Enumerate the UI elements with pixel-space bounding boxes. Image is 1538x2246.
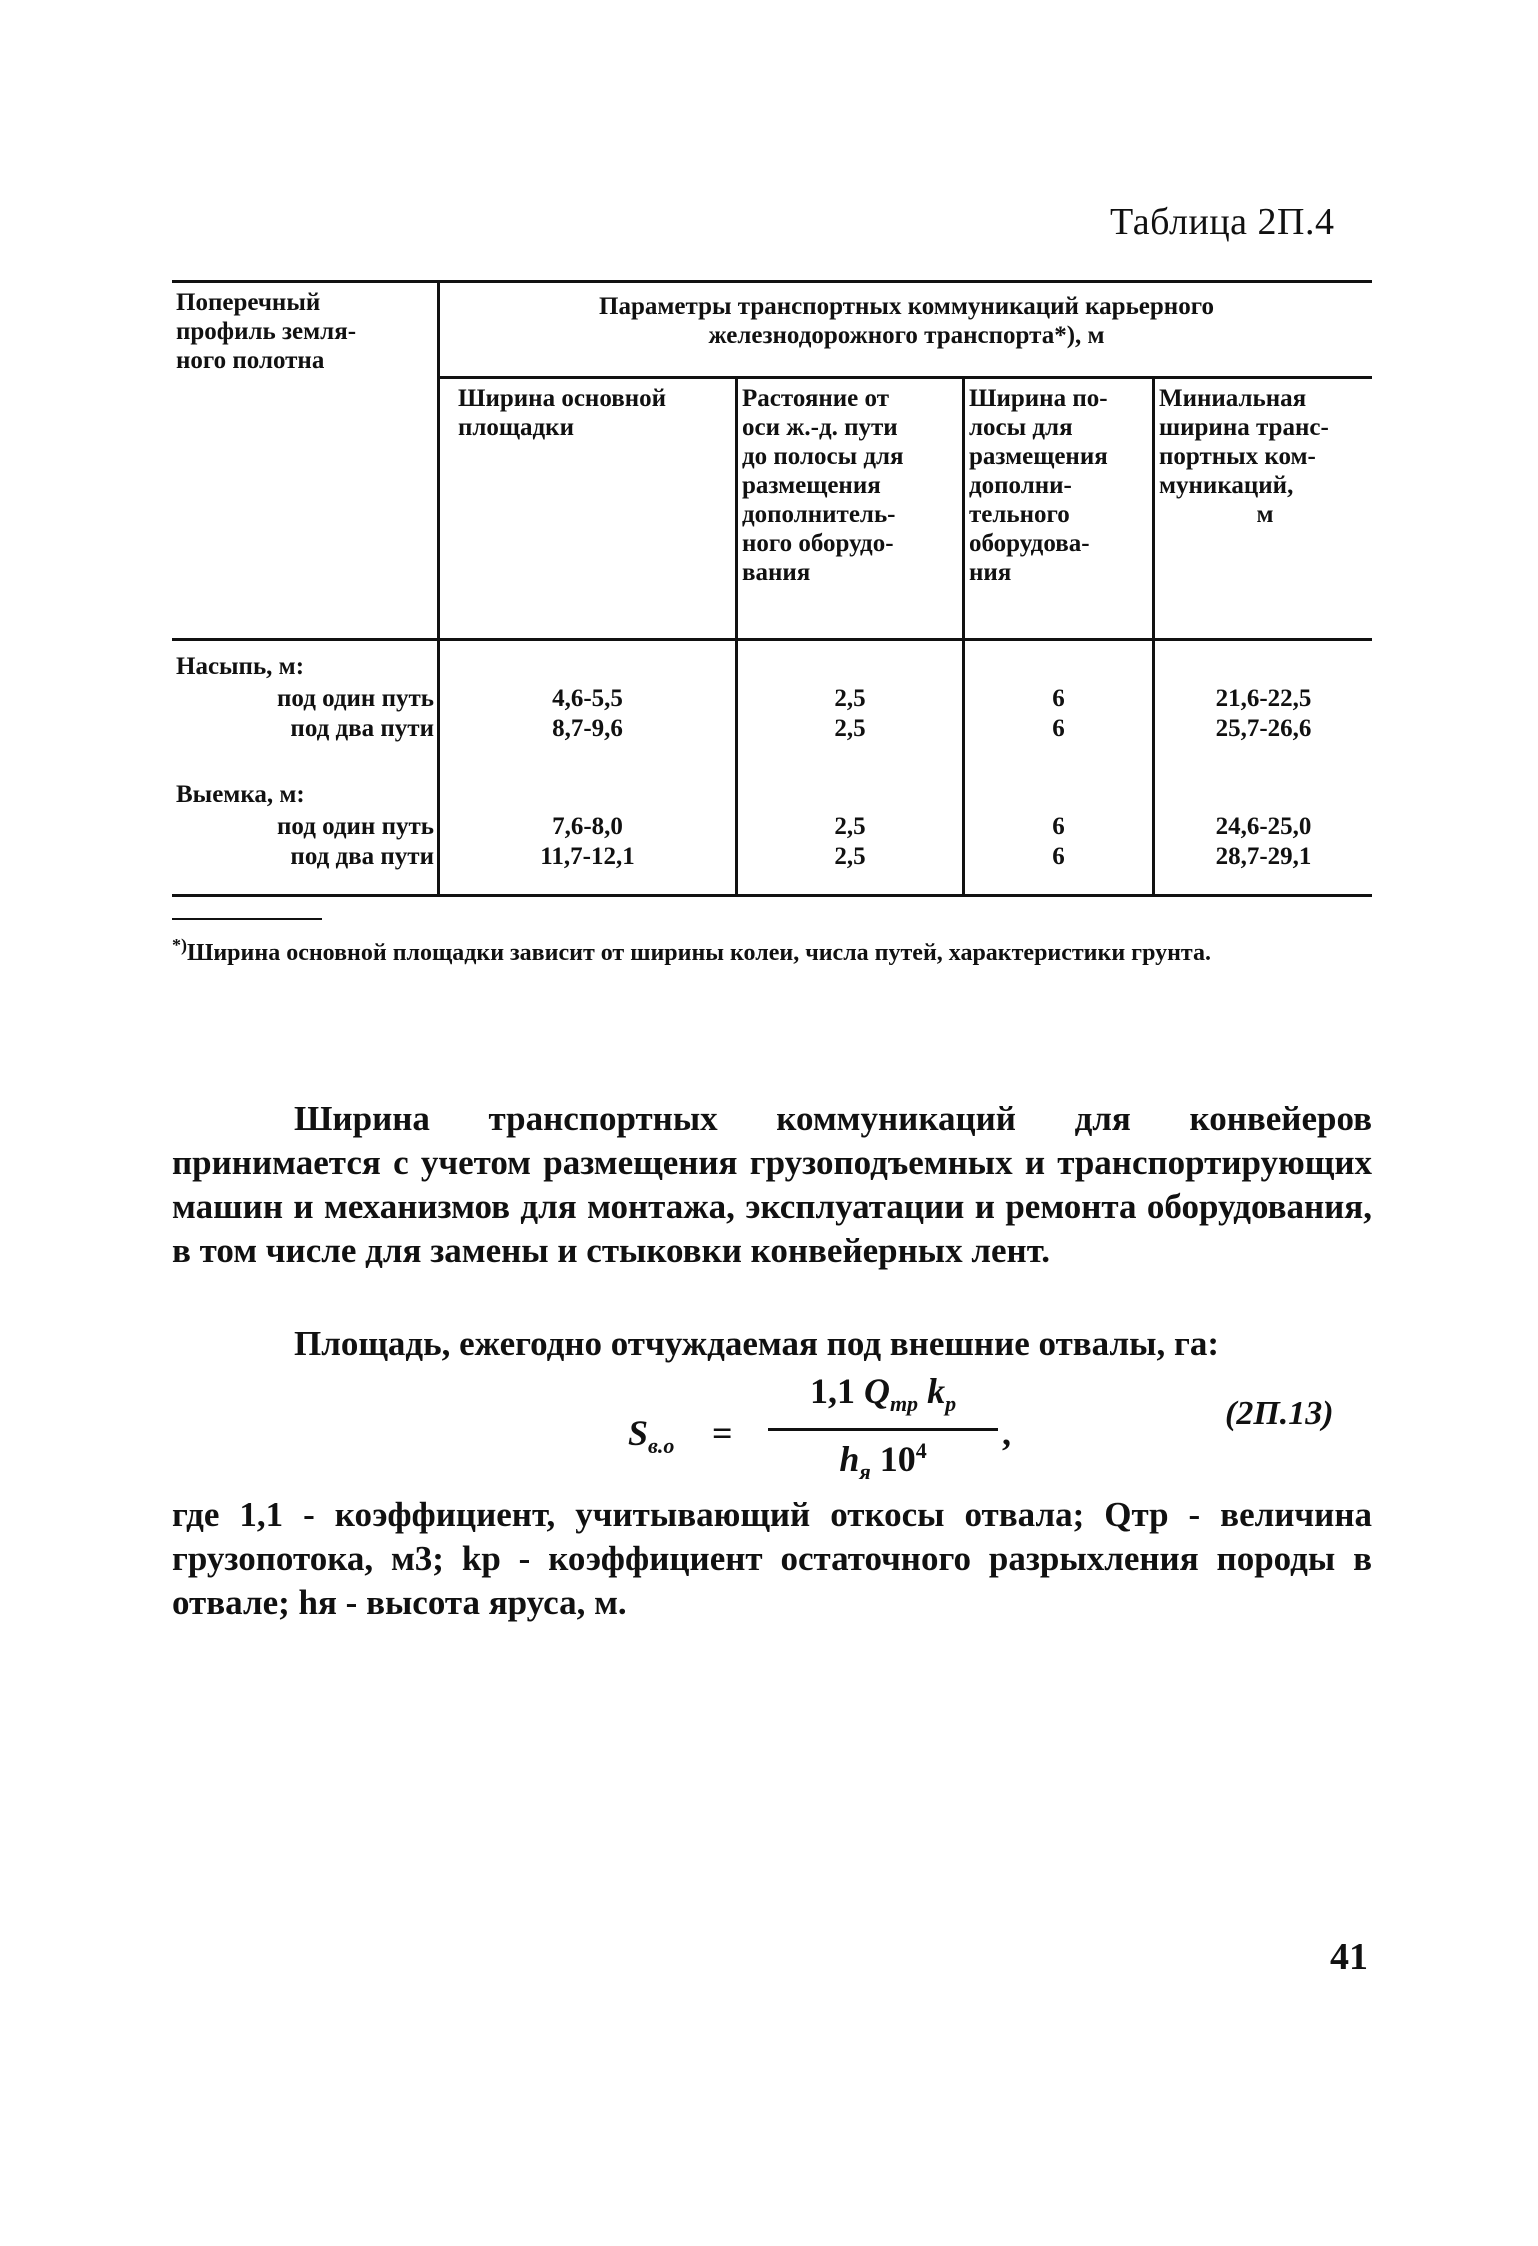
table-cell: 7,6-8,0 <box>552 813 623 840</box>
paragraph-area-intro: Площадь, ежегодно отчуждаемая под внешние отвалы, га: <box>294 1324 1219 1363</box>
table-cell: 8,7-9,6 <box>552 715 623 742</box>
table-cell: 25,7-26,6 <box>1215 715 1312 742</box>
row-label: под один путь <box>277 685 434 712</box>
data-table <box>172 280 1372 896</box>
header-distance: Растояние от оси ж.-д. пути до полосы для размещения дополнитель- ного оборудо- вания <box>742 385 904 586</box>
group-title-cutting: Выемка, м: <box>176 781 305 808</box>
table-header-bottom-rule <box>172 638 1372 641</box>
formula-lhs: $S_{в.о}$ <box>628 1413 675 1459</box>
page-number: 41 <box>1330 1936 1368 1978</box>
table-subheader-rule <box>437 376 1372 379</box>
footnote <box>172 930 1372 968</box>
table-caption: Таблица 2П.4 <box>1110 201 1335 243</box>
table-cell: 6 <box>1052 685 1065 712</box>
footnote-text: Ширина основной площадки зависит от ширины колеи, числа путей, характеристики грунта. <box>187 940 1212 966</box>
footnote-rule <box>172 918 322 920</box>
header-base-width: Ширина основной площадки <box>458 385 667 441</box>
row-label: под два пути <box>290 715 434 742</box>
equation-number: (2П.13) <box>1225 1395 1334 1432</box>
formula-comma: , <box>1002 1413 1011 1453</box>
paragraph-conveyor-width: Ширина транспортных коммуникаций для конвейеров принимается с учетом размещения грузоподъемных и транспортирующих машин и механизмов для монтажа, эксплуатации и ремонта оборудования, в том числе для замены и стыковки конвейерных лент. <box>172 1099 1372 1270</box>
table-cell: 21,6-22,5 <box>1215 685 1312 712</box>
table-bottom-rule <box>172 894 1372 897</box>
group-title-embankment: Насыпь, м: <box>176 653 305 680</box>
table-cell: 24,6-25,0 <box>1215 813 1312 840</box>
formula-equals: = <box>712 1413 733 1453</box>
table-cell: 2,5 <box>834 715 866 742</box>
table-cell: 2,5 <box>834 843 866 870</box>
formula-2p13 <box>600 1370 1120 1510</box>
header-min-width: Миниальная ширина транс- портных ком- муникаций, м <box>1159 385 1329 528</box>
formula-numerator: 1,1 $Q_{тр}$ $k_р$ <box>809 1371 957 1417</box>
table-cell: 6 <box>1052 843 1065 870</box>
row-label: под один путь <box>277 813 434 840</box>
formula-denominator: $h_я$ $10^4$ <box>839 1438 927 1485</box>
table-cell: 28,7-29,1 <box>1215 843 1312 870</box>
table-cell: 11,7-12,1 <box>540 843 635 870</box>
table-cell: 4,6-5,5 <box>552 685 623 712</box>
header-strip-width: Ширина по- лосы для размещения дополни- тельного оборудова- ния <box>969 385 1108 586</box>
table-col-divider-1 <box>437 280 440 896</box>
fraction-bar <box>768 1428 998 1431</box>
table-cell: 6 <box>1052 813 1065 840</box>
table-cell: 6 <box>1052 715 1065 742</box>
table-top-rule <box>172 280 1372 283</box>
header-profile: Поперечный профиль земля- ного полотна <box>176 289 357 374</box>
header-parameters-group: Параметры транспортных коммуникаций карьерного железнодорожного транспорта*), м <box>599 293 1214 349</box>
footnote-mark: *) <box>172 935 187 955</box>
table-cell: 2,5 <box>834 813 866 840</box>
paragraph-definitions: где 1,1 - коэффициент, учитывающий откосы отвала; Qтр - величина грузопотока, м3; kр - коэффициент остаточного разрыхления породы в отвале; hя - высота яруса, м. <box>172 1495 1372 1622</box>
row-label: под два пути <box>290 843 434 870</box>
table-cell: 2,5 <box>834 685 866 712</box>
